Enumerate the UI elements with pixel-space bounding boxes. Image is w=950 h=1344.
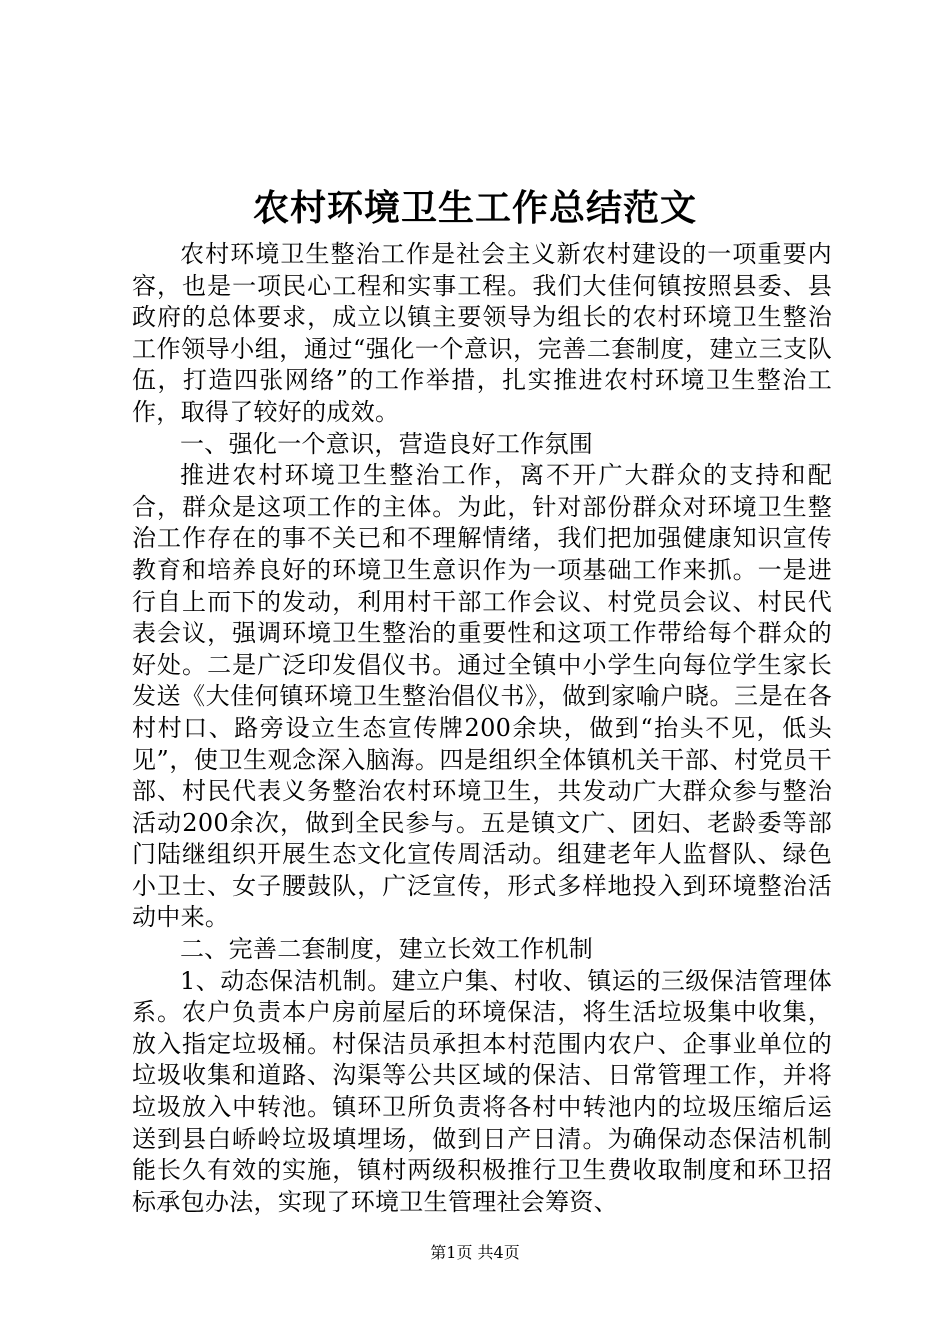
section-2-paragraph: 1、动态保洁机制。建立户集、村收、镇运的三级保洁管理体系。农户负责本户房前屋后的环境保洁，将生活垃圾集中收集，放入指定垃圾桶。村保洁员承担本村范围内农户、企事业单位的垃圾收集和道路、沟渠等公共区域的保洁、日常管理工作，并将垃圾放入中转池。镇环卫所负责将各村中转池内的垃圾压缩后运送到县白峤岭垃圾填埋场，做到日产日清。为确保动态保洁机制能长久有效的实施，镇村两级积极推行卫生费收取制度和环卫招标承包办法，实现了环境卫生管理社会筹资、 xyxy=(132,966,832,1216)
page-footer: 第1页 共4页 xyxy=(430,1243,520,1262)
section-1-paragraph: 推进农村环境卫生整治工作，离不开广大群众的支持和配合，群众是这项工作的主体。为此，针对部份群众对环境卫生整治工作存在的事不关已和不理解情绪，我们把加强健康知识宣传教育和培养良好的环境卫生意识作为一项基础工作来抓。一是进行自上而下的发动，利用村干部工作会议、村党员会议、村民代表会议，强调环境卫生整治的重要性和这项工作带给每个群众的好处。二是广泛印发倡仪书。通过全镇中小学生向每位学生家长发送《大佳何镇环境卫生整治倡仪书》，做到家喻户晓。三是在各村村口、路旁设立生态宣传牌200余块，做到“抬头不见，低头见”，使卫生观念深入脑海。四是组织全体镇机关干部、村党员干部、村民代表义务整治农村环境卫生，共发动广大群众参与整治活动200余次，做到全民参与。五是镇文广、团妇、老龄委等部门陆继组织开展生态文化宣传周活动。组建老年人监督队、绿色小卫士、女子腰鼓队，广泛宣传，形式多样地投入到环境整治活动中来。 xyxy=(132,461,832,932)
document-body xyxy=(132,239,832,1218)
document-title: 农村环境卫生工作总结范文 xyxy=(252,187,697,229)
intro-paragraph: 农村环境卫生整治工作是社会主义新农村建设的一项重要内容，也是一项民心工程和实事工程。我们大佳何镇按照县委、县政府的总体要求，成立以镇主要领导为组长的农村环境卫生整治工作领导小组，通过“强化一个意识，完善二套制度，建立三支队伍，打造四张网络”的工作举措，扎实推进农村环境卫生整治工作，取得了较好的成效。 xyxy=(132,240,832,426)
section-heading-2: 二、完善二套制度，建立长效工作机制 xyxy=(180,935,594,964)
section-heading-1: 一、强化一个意识，营造良好工作氛围 xyxy=(180,429,594,458)
